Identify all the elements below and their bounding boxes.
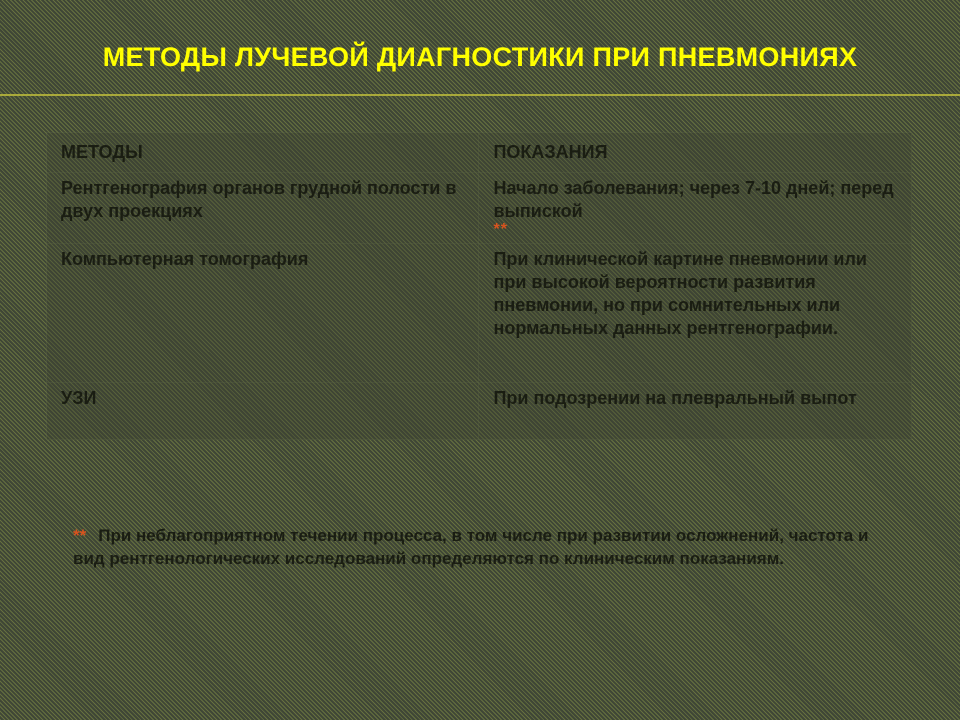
footnote-marker: ** <box>73 526 87 545</box>
footnote <box>73 524 903 570</box>
table-row <box>47 173 912 244</box>
indication-text: Начало заболевания; через 7-10 дней; перед выпиской <box>493 178 894 221</box>
indication-cell <box>479 173 912 244</box>
slide-title: МЕТОДЫ ЛУЧЕВОЙ ДИАГНОСТИКИ ПРИ ПНЕВМОНИЯХ <box>102 42 858 72</box>
title-divider <box>0 94 960 96</box>
method-cell: Рентгенография органов грудной полости в двух проекциях <box>47 173 479 244</box>
footnote-marker: ** <box>493 221 508 238</box>
table-row <box>47 244 912 383</box>
table-header-row <box>47 133 912 173</box>
footnote-text: При неблагоприятном течении процесса, в том числе при развитии осложнений, частота и вид рентгенологических исследований определяются по клиническим показаниям. <box>73 526 869 568</box>
methods-table <box>46 132 912 440</box>
header-methods: МЕТОДЫ <box>47 133 479 173</box>
method-cell: Компьютерная томография <box>47 244 479 383</box>
indication-cell: При подозрении на плевральный выпот <box>479 383 912 440</box>
table-row <box>47 383 912 440</box>
indication-cell: При клинической картине пневмонии или при высокой вероятности развития пневмонии, но при сомнительных или нормальных данных рентгенографии. <box>479 244 912 383</box>
method-cell: УЗИ <box>47 383 479 440</box>
header-indications: ПОКАЗАНИЯ <box>479 133 912 173</box>
